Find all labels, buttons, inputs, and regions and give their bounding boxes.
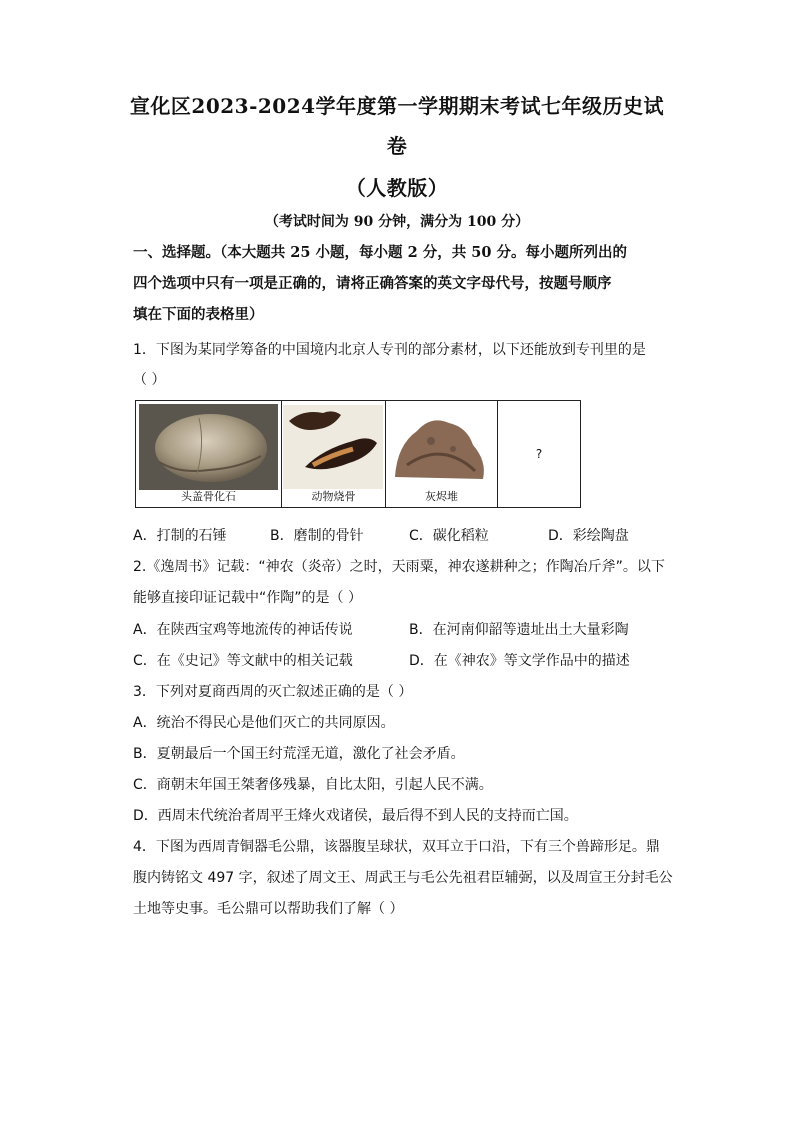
q3-stem: 3．下列对夏商西周的灭亡叙述正确的是（ ） [133, 684, 413, 700]
section1-line2: 四个选项中只有一项是正确的，请将正确答案的英文字母代号，按题号顺序 [133, 275, 612, 292]
burnt-bone-icon [283, 405, 383, 489]
q1-image-cell-skull [136, 401, 282, 508]
q4-stem-line3: 土地等史事。毛公鼎可以帮助我们了解（ ） [133, 901, 404, 917]
exam-edition: （人教版） [345, 176, 449, 200]
q4-stem-line2: 腹内铸铭文 497 字，叙述了周文王、周武王与毛公先祖君臣辅弼，以及周宣王分封毛公 [133, 870, 673, 886]
q4-stem-line1: 4．下图为西周青铜器毛公鼎，该器腹呈球状，双耳立于口沿，下有三个兽蹄形足。鼎 [133, 839, 660, 855]
q1-image-cell-ash [386, 401, 498, 508]
q1-option-c: C．碳化稻粒 [409, 528, 489, 544]
q3-option-d: D．西周末代统治者周平王烽火戏诸侯，最后得不到人民的支持而亡国。 [133, 808, 578, 824]
q1-image-table [135, 400, 581, 508]
q2-option-b: B．在河南仰韶等遗址出土大量彩陶 [409, 622, 629, 638]
skull-fossil-icon [139, 404, 278, 490]
q1-option-a: A．打制的石锤 [133, 528, 227, 544]
q2-option-a: A．在陕西宝鸡等地流传的神话传说 [133, 622, 353, 638]
q3-option-b: B．夏朝最后一个国王纣荒淫无道，激化了社会矛盾。 [133, 746, 465, 762]
section1-line3: 填在下面的表格里） [133, 306, 264, 323]
q2-option-c: C．在《史记》等文献中的相关记载 [133, 653, 353, 669]
exam-title-line2: 卷 [386, 134, 408, 158]
q1-image-cell-unknown [498, 401, 581, 508]
q1-option-d: D．彩绘陶盘 [548, 528, 629, 544]
exam-info: （考试时间为 90 分钟，满分为 100 分） [264, 214, 530, 230]
q2-stem-line2: 能够直接印证记载中“作陶”的是（ ） [133, 590, 362, 606]
q1-image-caption: 头盖骨化石 [181, 490, 236, 503]
q1-stem-line1: 1．下图为某同学筹备的中国境内北京人专刊的部分素材，以下还能放到专刊里的是 [133, 342, 646, 358]
q1-option-b: B．磨制的骨针 [270, 528, 364, 544]
q1-stem-line2: （ ） [133, 372, 166, 388]
exam-title-line1: 宣化区2023-2024学年度第一学期期末考试七年级历史试 [129, 94, 665, 118]
q2-stem-line1: 2.《逸周书》记载：“神农（炎帝）之时，天雨粟，神农遂耕种之；作陶冶斤斧”。以下 [133, 559, 665, 575]
q3-option-c: C．商朝末年国王桀奢侈残暴，自比太阳，引起人民不满。 [133, 777, 493, 793]
q1-image-caption: 灰烬堆 [425, 490, 458, 503]
q3-option-a: A．统治不得民心是他们灭亡的共同原因。 [133, 715, 395, 731]
section1-line1: 一、选择题。（本大题共 25 小题，每小题 2 分，共 50 分。每小题所列出的 [133, 244, 627, 261]
q1-image-caption: 动物烧骨 [311, 490, 356, 503]
q2-option-d: D．在《神农》等文学作品中的描述 [409, 653, 630, 669]
q1-image-cell-bone [282, 401, 386, 508]
ash-pile-icon [387, 405, 495, 489]
question-mark: ? [535, 447, 543, 461]
